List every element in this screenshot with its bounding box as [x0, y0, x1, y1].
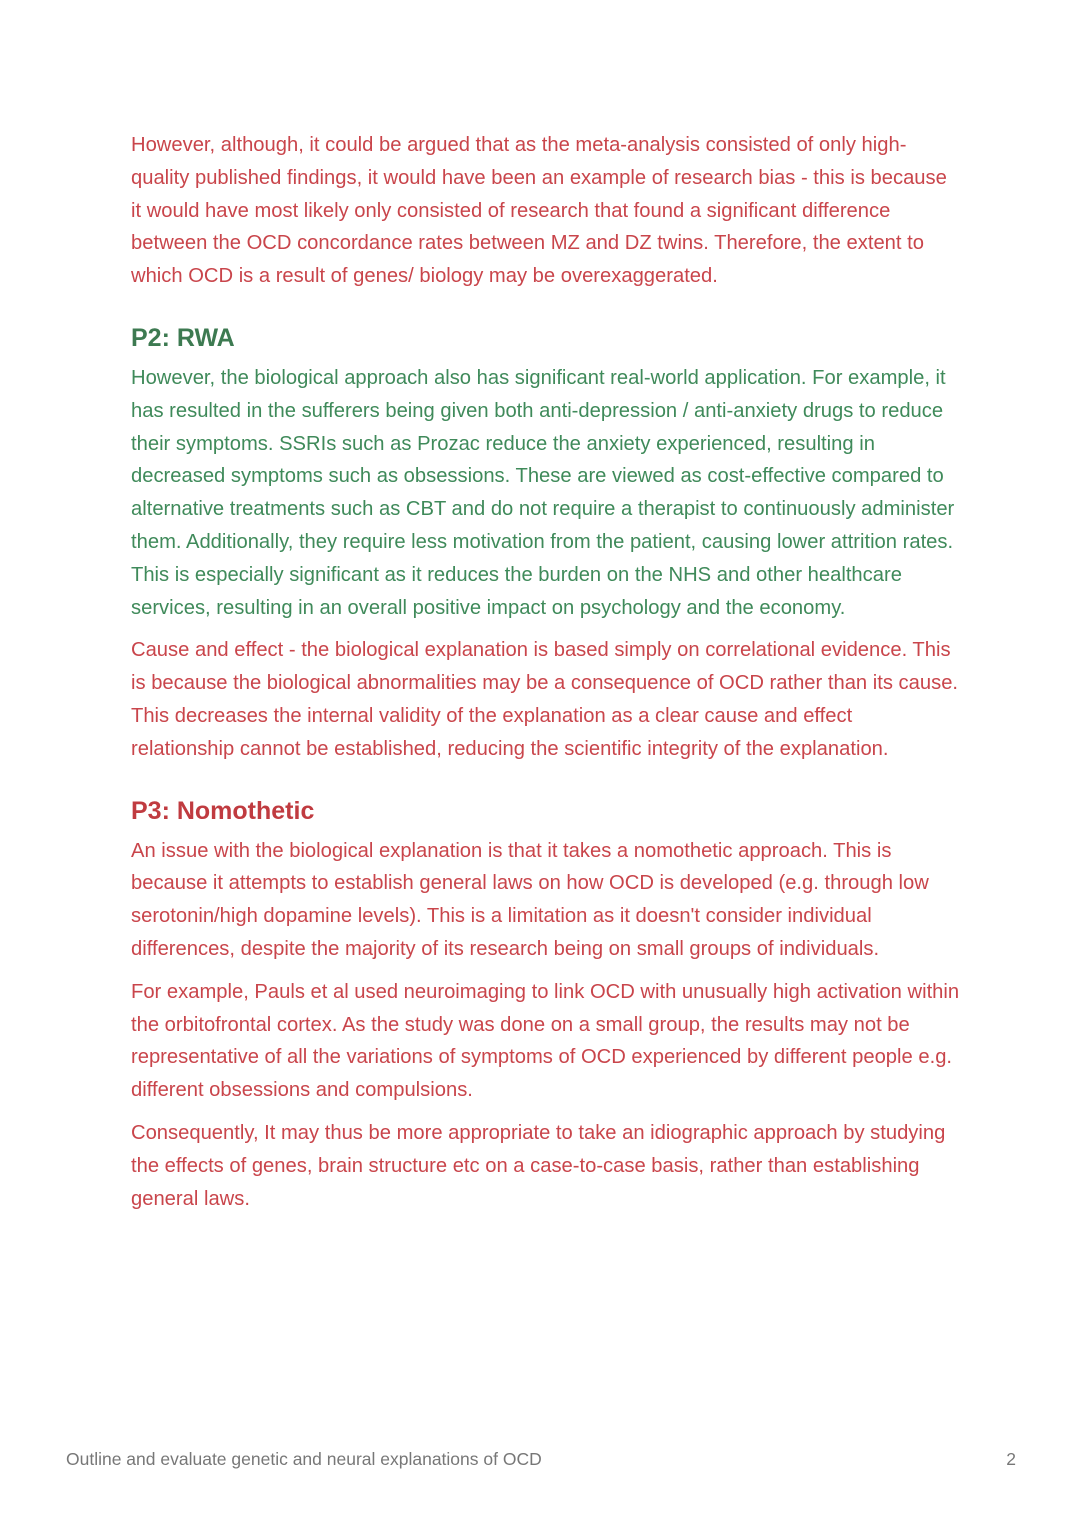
paragraph-idiographic-conclusion: Consequently, It may thus be more appropriate to take an idiographic approach by studying the effects of genes, brain structure etc on a case-to-case basis, rather than establishing general laws. [131, 1121, 946, 1210]
paragraph-research-bias: However, although, it could be argued that as the meta-analysis consisted of only high-quality published findings, it would have been an example of research bias - this is because it would have most likely only consisted of research that found a significant difference between the OCD concordance rates between MZ and DZ twins. Therefore, the extent to which OCD is a result of genes/ biology may be overexaggerated. [131, 134, 947, 288]
paragraph-nomothetic-issue: An issue with the biological explanation is that it takes a nomothetic approach. This is because it attempts to establish general laws on how OCD is developed (e.g. through low serotonin/high dopamine levels). This is a limitation as it doesn't consider individual differences, despite the majority of its research being on small groups of individuals. [131, 839, 929, 960]
heading-p2-rwa: P2: RWA [131, 323, 235, 352]
page-number: 2 [1006, 1449, 1016, 1469]
paragraph-real-world-application: However, the biological approach also has significant real-world application. For example, it has resulted in the sufferers being given both anti-depression / anti-anxiety drugs to reduce their symptoms. SSRIs such as Prozac reduce the anxiety experienced, resulting in decreased symptoms such as obsessions. These are viewed as cost-effective compared to alternative treatments such as CBT and do not require a therapist to continuously administer them. Additionally, they require less motivation from the patient, causing lower attrition rates. This is especially significant as it reduces the burden on the NHS and other healthcare services, resulting in an overall positive impact on psychology and the economy. [131, 366, 955, 619]
paragraph-pauls-example: For example, Pauls et al used neuroimaging to link OCD with unusually high activation within the orbitofrontal cortex. As the study was done on a small group, the results may not be representative of all the variations of symptoms of OCD experienced by different people e.g. different obsessions and compulsions. [131, 980, 960, 1102]
document-body [131, 129, 961, 1225]
heading-p3-nomothetic: P3: Nomothetic [131, 796, 315, 825]
footer-title: Outline and evaluate genetic and neural explanations of OCD [66, 1449, 542, 1469]
paragraph-cause-and-effect: Cause and effect - the biological explanation is based simply on correlational evidence. This is because the biological abnormalities may be a consequence of OCD rather than its cause. This decreases the internal validity of the explanation as a clear cause and effect relationship cannot be established, reducing the scientific integrity of the explanation. [131, 639, 959, 760]
